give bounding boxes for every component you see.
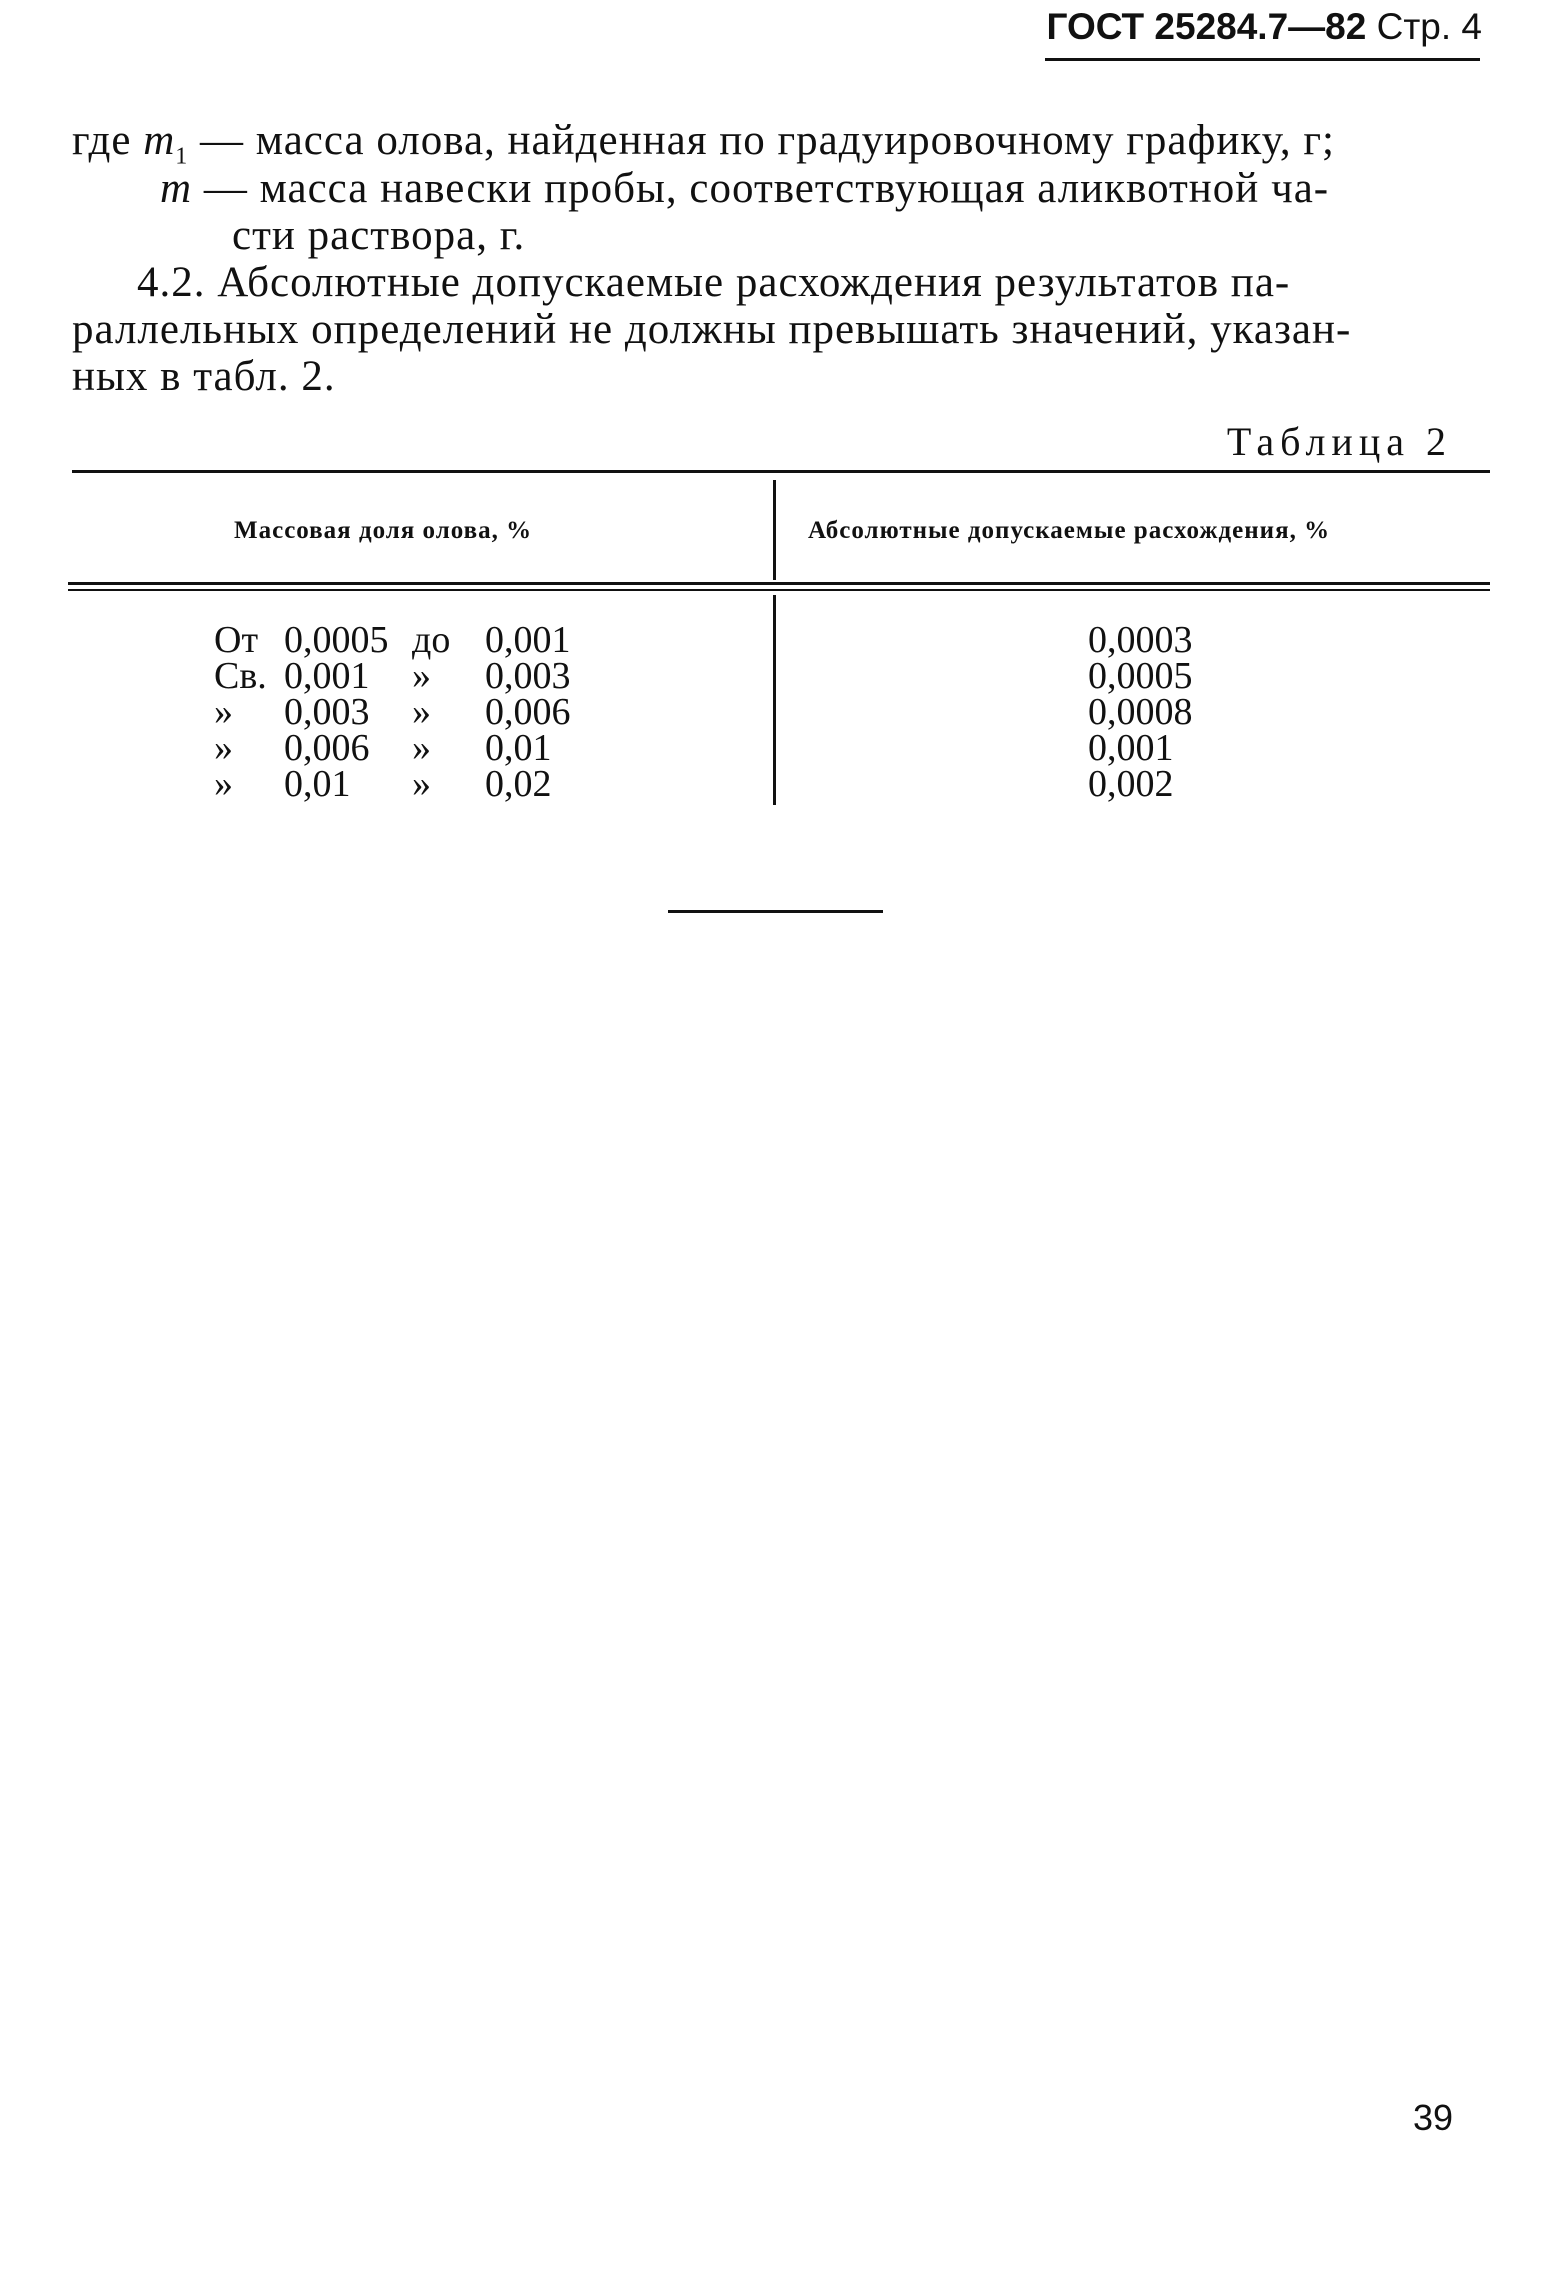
table-row: » 0,01 » 0,02 bbox=[214, 763, 552, 805]
table-header-discrepancy: Абсолютные допускаемые расхождения, % bbox=[808, 517, 1331, 544]
table-cell-value: 0,0003 bbox=[1088, 619, 1193, 661]
table-header-rule-2 bbox=[68, 589, 1490, 591]
variable-m: m bbox=[160, 165, 193, 212]
clause-4-2-line3: ных в табл. 2. bbox=[72, 353, 336, 400]
page-number: 39 bbox=[1413, 2097, 1454, 2138]
table-body-divider bbox=[773, 595, 776, 805]
definition-m-continuation: сти раствора, г. bbox=[232, 212, 526, 259]
table-row: От 0,0005 до 0,001 bbox=[214, 619, 571, 661]
definition-m1-text: — масса олова, найденная по градуировочному графику, г; bbox=[188, 117, 1335, 164]
definition-m-text: — масса навески пробы, соответствующая аликвотной ча- bbox=[192, 165, 1330, 212]
table-cell-value: 0,0005 bbox=[1088, 655, 1193, 697]
table-row: Св. 0,001 » 0,003 bbox=[214, 655, 571, 697]
running-header bbox=[1046, 6, 1482, 48]
section-end-rule bbox=[668, 910, 883, 913]
table-header-mass-fraction: Массовая доля олова, % bbox=[234, 517, 533, 544]
table-caption: Таблица 2 bbox=[1226, 419, 1452, 464]
discrepancy-column bbox=[1088, 619, 1193, 805]
standard-number: ГОСТ 25284.7—82 bbox=[1046, 6, 1367, 47]
table-cell-value: 0,0008 bbox=[1088, 691, 1193, 733]
where-word: где bbox=[72, 117, 132, 164]
table-header-rule-1 bbox=[68, 582, 1490, 585]
table-header-divider bbox=[773, 480, 776, 580]
table-row: » 0,003 » 0,006 bbox=[214, 691, 571, 733]
variable-m1: $m_1$ bbox=[143, 117, 189, 170]
table-cell-value: 0,002 bbox=[1088, 763, 1174, 805]
table-row: » 0,006 » 0,01 bbox=[214, 727, 552, 769]
header-rule bbox=[1045, 58, 1480, 61]
mass-fraction-column bbox=[214, 619, 595, 805]
table-cell-value: 0,001 bbox=[1088, 727, 1174, 769]
clause-4-2-line1: 4.2. Абсолютные допускаемые расхождения результатов па- bbox=[137, 259, 1291, 306]
definition-m bbox=[160, 165, 1329, 212]
clause-4-2-line2: раллельных определений не должны превышать значений, указан- bbox=[72, 306, 1352, 353]
page-label: Стр. 4 bbox=[1376, 6, 1482, 47]
table-top-rule bbox=[72, 470, 1490, 473]
